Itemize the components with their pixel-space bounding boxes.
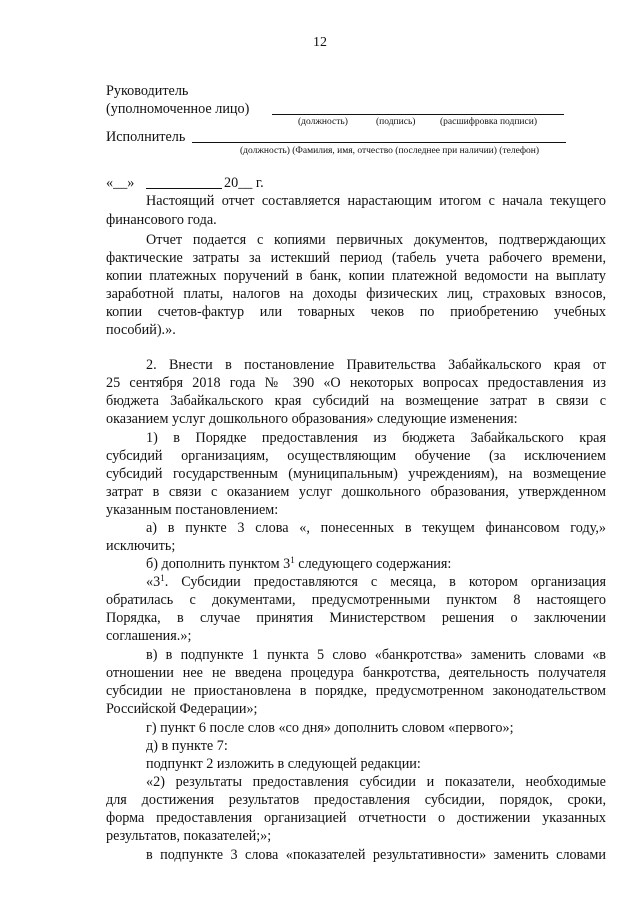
body-line: оказанием услуг дошкольного образования» следующие изменения: (106, 411, 518, 427)
caption-signature: (подпись) (376, 117, 416, 127)
body-line: форма предоставления организацией отчетности о достижении указанных (106, 810, 606, 826)
body-line: фактические затраты за истекший период (табель учета рабочего времени, (106, 250, 606, 266)
executor-caption: (должность) (Фамилия, имя, отчество (последнее при наличии) (телефон) (240, 146, 540, 156)
body-line: указанным постановлением: (106, 502, 279, 518)
body-line: субсидий организациям, осуществляющим обучение (за исключением (106, 448, 606, 464)
executor-line (192, 142, 566, 143)
body-line: копии платежных поручений в банк, копии платежной ведомости на выплату (106, 268, 606, 284)
body-line: затрат в связи с оказанием услуг дошкольного образования, утвержденном (106, 484, 606, 500)
date-year: 20__ г. (224, 175, 264, 191)
body-line: Настоящий отчет составляется нарастающим итогом с начала текущего (146, 193, 606, 209)
head-label: Руководитель (106, 83, 189, 99)
body-line: субсидий государственным (муниципальным) учреждениям), на возмещение (106, 466, 606, 482)
body-line: подпункт 2 изложить в следующей редакции: (146, 756, 421, 772)
date-month-line (146, 188, 222, 189)
body-line: бюджета Забайкальского края субсидий на возмещение затрат в связи с (106, 393, 606, 409)
body-line: Отчет подается с копиями первичных документов, подтверждающих (146, 232, 606, 248)
body-line: для достижения результатов предоставления субсидии, порядок, сроки, (106, 792, 606, 808)
authorized-person-label: (уполномоченное лицо) (106, 101, 250, 117)
body-line: 2. Внести в постановление Правительства Забайкальского края от (146, 357, 606, 373)
body-line: 25 сентября 2018 года № 390 «О некоторых вопросах предоставления из (106, 375, 606, 391)
signature-line (272, 114, 564, 115)
body-line: финансового года. (106, 212, 217, 228)
body-line: в) в подпункте 1 пункта 5 слово «банкротства» заменить словами «в (146, 647, 606, 663)
body-line: исключить; (106, 538, 176, 554)
body-line: Порядка, в случае принятия Министерством решения о заключении (106, 610, 606, 626)
body-line: заработной платы, налогов на доходы физических лиц, страховых взносов, (106, 286, 606, 302)
body-line: а) в пункте 3 слова «, понесенных в текущем финансовом году,» (146, 520, 606, 536)
body-line: соглашения.»; (106, 628, 192, 644)
body-line-with-sup: б) дополнить пунктом $3^1$ следующего содержания: (146, 555, 452, 572)
body-line: пособий).». (106, 322, 176, 338)
body-line-with-sup: «$3^1$. Субсидии предоставляются с месяца, в котором организация (146, 573, 606, 590)
date-day: «__» (106, 175, 135, 191)
body-line: результатов, показателей;»; (106, 828, 272, 844)
executor-label: Исполнитель (106, 129, 186, 145)
caption-position: (должность) (298, 117, 348, 127)
body-line: отношении нее не введена процедура банкротства, деятельность получателя (106, 665, 606, 681)
page-number: 12 (313, 35, 327, 50)
body-line: субсидии не приостановлена в порядке, предусмотренном законодательством (106, 683, 606, 699)
body-line: копии счетов-фактур или товарных чеков по приобретению учебных (106, 304, 606, 320)
body-line: 1) в Порядке предоставления из бюджета Забайкальского края (146, 430, 606, 446)
body-line: д) в пункте 7: (146, 738, 228, 754)
caption-signature-transcript: (расшифровка подписи) (440, 117, 537, 127)
body-line: обратилась с документами, предусмотренными пунктом 8 настоящего (106, 592, 606, 608)
body-line: г) пункт 6 после слов «со дня» дополнить словом «первого»; (146, 720, 514, 736)
body-line: «2) результаты предоставления субсидии и показатели, необходимые (146, 774, 606, 790)
body-line: в подпункте 3 слова «показателей результативности» заменить словами (146, 847, 606, 863)
body-line: Российской Федерации»; (106, 701, 258, 717)
